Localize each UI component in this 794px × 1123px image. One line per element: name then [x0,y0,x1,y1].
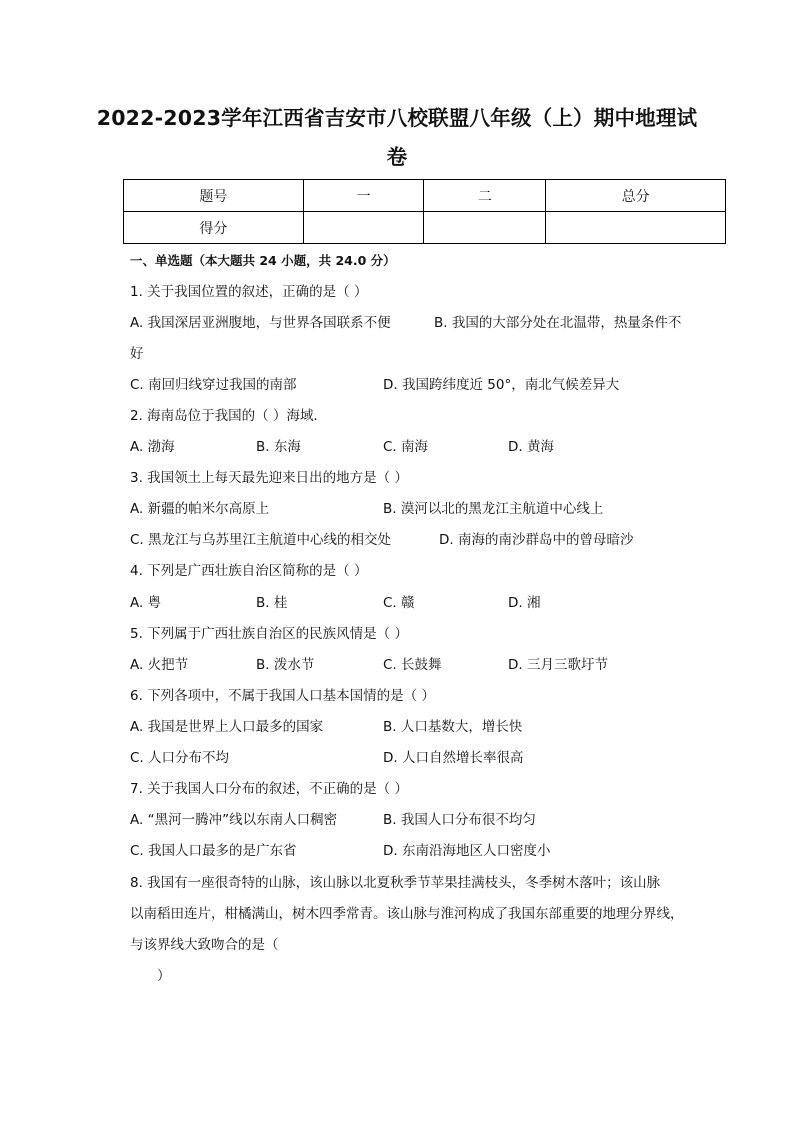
option-b: B. 东海 [256,439,301,455]
score-table-score-row [124,212,726,244]
option-c: C. 南回归线穿过我国的南部 [130,377,297,393]
header-cell-part-one: 一 [303,180,424,212]
option-b: B. 人口基数大，增长快 [383,719,523,735]
option-b-continued: 好 [130,346,144,362]
option-a: A. 我国是世界上人口最多的国家 [130,719,324,735]
option-d: D. 湘 [508,595,541,611]
option-c: C. 人口分布不均 [130,750,230,766]
question-stem: 5. 下列属于广西壮族自治区的民族风情是（ ） [130,626,408,642]
option-b: B. 桂 [256,595,288,611]
question-stem: 2. 海南岛位于我国的（ ）海域． [130,408,327,424]
option-d: D. 三月三歌圩节 [508,657,608,673]
section-heading: 一、单选题（本大题共 24 小题，共 24.0 分） [130,253,396,268]
question-stem-continued: ） [157,968,171,984]
option-a: A. 粤 [130,595,162,611]
question-stem-continued: 以南稻田连片，柑橘满山，树木四季常青。该山脉与淮河构成了我国东部重要的地理分界线， [130,906,684,922]
option-d: D. 东南沿海地区人口密度小 [383,843,551,859]
score-row-label: 得分 [124,212,304,244]
option-a: A. “黑河一腾冲”线以东南人口稠密 [130,812,338,828]
score-cell-total [546,212,726,244]
question-stem: 8. 我国有一座很奇特的山脉，该山脉以北夏秋季节苹果挂满枝头，冬季树木落叶；该山脉 [130,875,661,891]
option-c: C. 长鼓舞 [383,657,442,673]
score-cell-part-two [424,212,546,244]
exam-title: 2022-2023学年江西省吉安市八校联盟八年级（上）期中地理试 [96,106,698,130]
option-c: C. 黑龙江与乌苏里江主航道中心线的相交处 [130,532,392,548]
option-d: D. 南海的南沙群岛中的曾母暗沙 [439,532,634,548]
option-d: D. 人口自然增长率很高 [383,750,524,766]
header-cell-total: 总分 [546,180,726,212]
question-stem: 4. 下列是广西壮族自治区简称的是（ ） [130,563,368,579]
option-c: C. 南海 [383,439,429,455]
option-d: D. 黄海 [508,439,554,455]
option-b: B. 我国的大部分处在北温带，热量条件不 [434,315,682,331]
question-stem: 7. 关于我国人口分布的叙述，不正确的是（ ） [130,781,408,797]
option-b: B. 泼水节 [256,657,315,673]
header-cell-part-two: 二 [424,180,546,212]
question-stem: 1. 关于我国位置的叙述，正确的是（ ） [130,284,368,300]
option-a: A. 渤海 [130,439,175,455]
option-b: B. 漠河以北的黑龙江主航道中心线上 [383,501,604,517]
option-d: D. 我国跨纬度近 50°，南北气候差异大 [383,377,620,393]
question-stem: 3. 我国领土上每天最先迎来日出的地方是（ ） [130,470,408,486]
score-table [123,179,726,244]
option-a: A. 我国深居亚洲腹地，与世界各国联系不便 [130,315,391,331]
question-stem: 6. 下列各项中，不属于我国人口基本国情的是（ ） [130,688,435,704]
option-a: A. 新疆的帕米尔高原上 [130,501,270,517]
score-table-header-row [124,180,726,212]
option-b: B. 我国人口分布很不均匀 [383,812,536,828]
option-c: C. 我国人口最多的是广东省 [130,843,297,859]
exam-title-continued: 卷 [386,145,408,169]
option-a: A. 火把节 [130,657,189,673]
score-cell-part-one [303,212,424,244]
header-cell-question-no: 题号 [124,180,304,212]
question-stem-continued: 与该界线大致吻合的是（ [130,937,279,953]
option-c: C. 赣 [383,595,415,611]
